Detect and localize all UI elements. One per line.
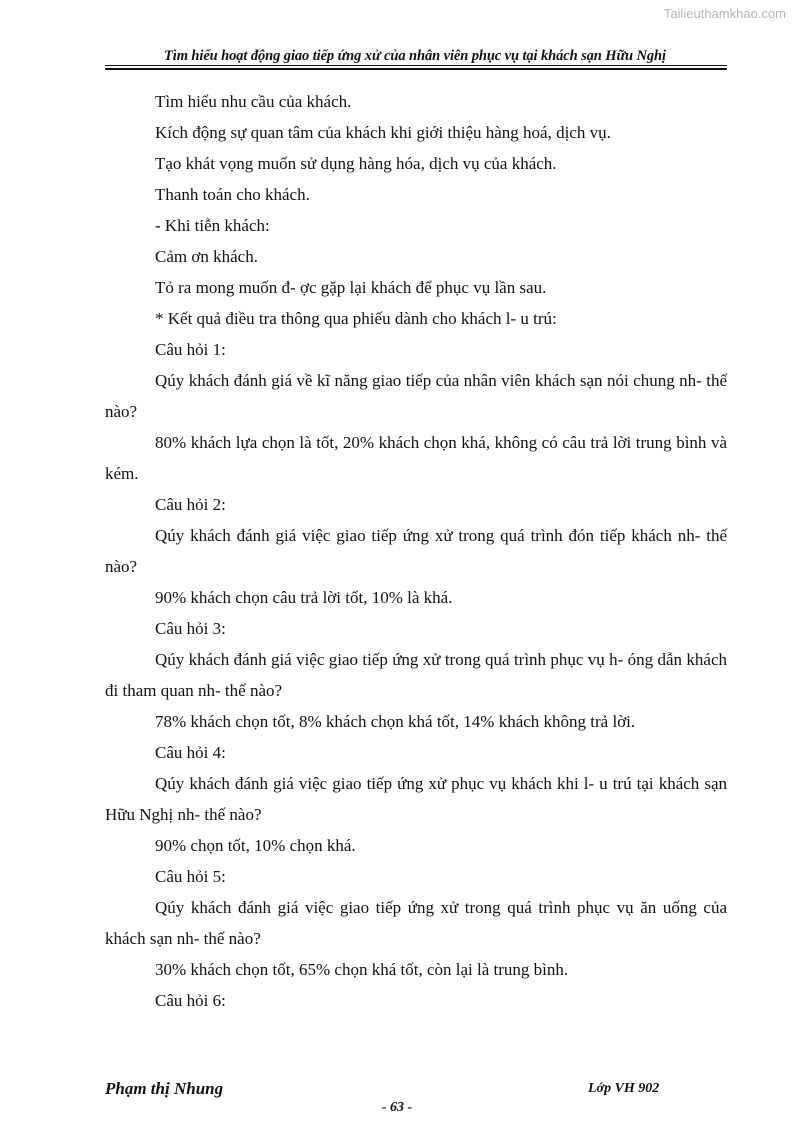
paragraph: Kích động sự quan tâm của khách khi giới thiệu hàng hoá, dịch vụ. xyxy=(155,123,611,142)
header-rule-thin xyxy=(105,65,727,66)
paragraph: Tạo khát vọng muốn sử dụng hàng hóa, dịch vụ của khách. xyxy=(155,154,557,173)
answer-result: 30% khách chọn tốt, 65% chọn khá tốt, còn lại là trung bình. xyxy=(155,960,569,979)
watermark: Tailieuthamkhao.com xyxy=(663,6,786,21)
paragraph: - Khi tiễn khách: xyxy=(155,216,270,235)
question-heading: Câu hỏi 4: xyxy=(155,743,226,762)
paragraph: * Kết quả điều tra thông qua phiếu dành cho khách l- u trú: xyxy=(155,309,557,328)
answer-result: 78% khách chọn tốt, 8% khách chọn khá tốt, 14% khách không trả lời. xyxy=(155,712,636,731)
running-header-title: Tìm hiểu hoạt động giao tiếp ứng xử của nhân viên phục vụ tại khách sạn Hữu Nghị xyxy=(164,48,666,64)
paragraph: Cảm ơn khách. xyxy=(155,247,258,266)
page-number: - 63 - xyxy=(381,1100,413,1115)
paragraph: Thanh toán cho khách. xyxy=(155,185,310,204)
paragraph: Tỏ ra mong muốn đ- ợc gặp lại khách để phục vụ lần sau. xyxy=(155,278,547,297)
footer-author: Phạm thị Nhung xyxy=(105,1079,224,1098)
question-text: Qúy khách đánh giá về kĩ năng giao tiếp của nhân viên khách sạn nói chung nh- thế nào? xyxy=(105,371,727,421)
question-heading: Câu hỏi 2: xyxy=(155,495,226,514)
answer-result: 90% khách chọn câu trả lời tốt, 10% là khá. xyxy=(155,588,453,607)
question-heading: Câu hỏi 5: xyxy=(155,867,226,886)
question-text: Qúy khách đánh giá việc giao tiếp ứng xử trong quá trình phục vụ ăn uống của khách sạn nh- thế nào? xyxy=(105,898,727,948)
answer-result: 80% khách lựa chọn là tốt, 20% khách chọn khá, không có câu trả lời trung bình và kém. xyxy=(105,433,727,483)
document-body xyxy=(105,86,727,1016)
question-heading: Câu hỏi 1: xyxy=(155,340,226,359)
header-rule-thick xyxy=(105,68,727,70)
footer-class: Lớp VH 902 xyxy=(588,1081,660,1096)
question-text: Qúy khách đánh giá việc giao tiếp ứng xử trong quá trình phục vụ h- óng dẫn khách đi tham quan nh- thế nào? xyxy=(105,650,727,700)
question-heading: Câu hỏi 3: xyxy=(155,619,226,638)
answer-result: 90% chọn tốt, 10% chọn khá. xyxy=(155,836,356,855)
question-text: Qúy khách đánh giá việc giao tiếp ứng xử phục vụ khách khi l- u trú tại khách sạn Hữu Nghị nh- thế nào? xyxy=(105,774,727,824)
paragraph: Tìm hiểu nhu cầu của khách. xyxy=(155,92,352,111)
question-text: Qúy khách đánh giá việc giao tiếp ứng xử trong quá trình đón tiếp khách nh- thế nào? xyxy=(105,526,727,576)
question-heading: Câu hỏi 6: xyxy=(155,991,226,1010)
